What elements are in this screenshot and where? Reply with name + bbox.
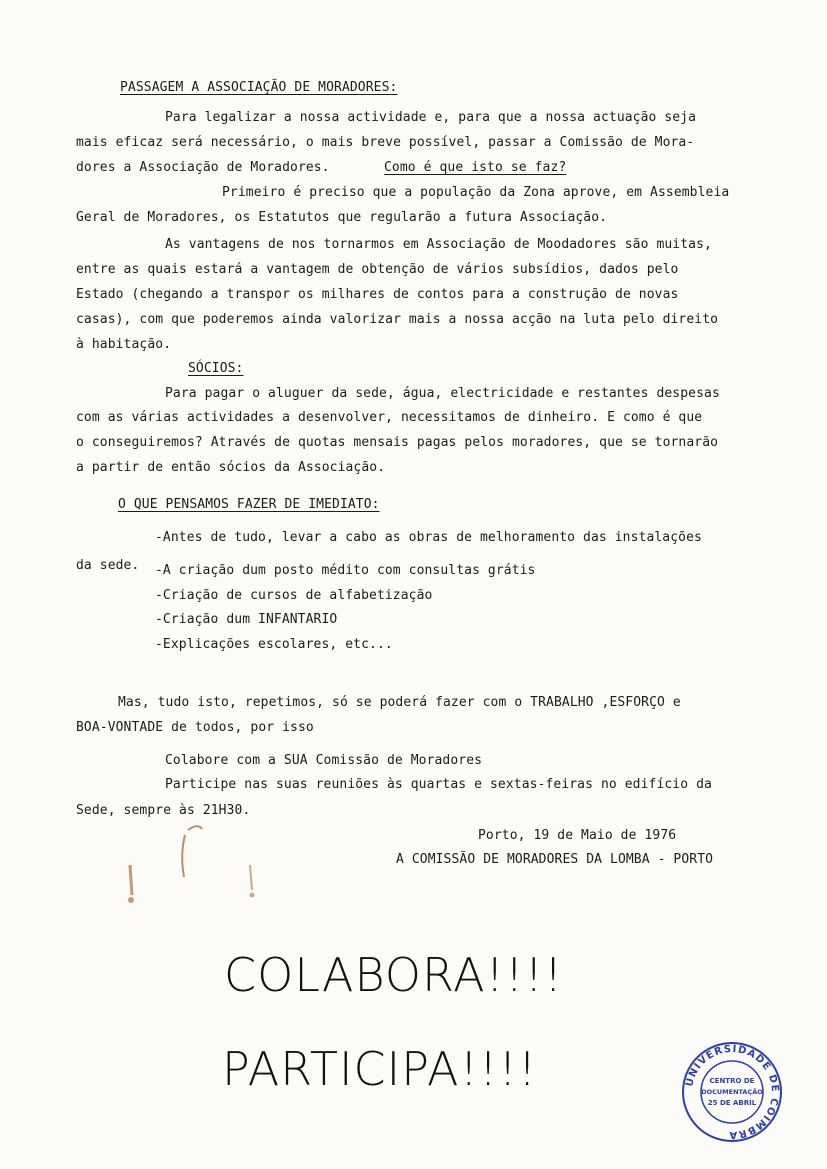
- closing-line: Mas, tudo isto, repetimos, só se poderá fazer com o TRABALHO ,ESFORÇO e: [118, 695, 681, 710]
- body-line: dores a Associação de Moradores.: [76, 160, 330, 175]
- body-line: mais eficaz será necessário, o mais breve possível, passar a Comissão de Mora-: [76, 135, 695, 150]
- stamp-center-line: CENTRO DE: [709, 1077, 755, 1085]
- section-heading-imediato: O QUE PENSAMOS FAZER DE IMEDIATO:: [118, 497, 380, 512]
- rust-stain-marks: [110, 815, 280, 925]
- list-item: -Explicações escolares, etc...: [155, 637, 393, 652]
- university-stamp: [680, 1040, 784, 1144]
- body-line: a partir de então sócios da Associação.: [76, 460, 386, 475]
- body-line: As vantagens de nos tornarmos em Associação de Moodadores são muitas,: [165, 237, 712, 252]
- list-item: -Antes de tudo, levar a cabo as obras de melhoramento das instalações: [155, 530, 702, 545]
- body-line: à habitação.: [76, 337, 172, 352]
- signature-date: Porto, 19 de Maio de 1976: [478, 828, 677, 843]
- body-line: Para legalizar a nossa actividade e, para que a nossa actuação seja: [165, 110, 697, 125]
- body-line-question: Como é que isto se faz?: [384, 160, 567, 175]
- stamp-center-line: 25 DE ABRIL: [707, 1099, 757, 1107]
- body-line: casas), com que poderemos ainda valorizar mais a nossa acção na luta pelo direito: [76, 312, 719, 327]
- body-line: com as várias actividades a desenvolver, necessitamos de dinheiro. E como é que: [76, 410, 703, 425]
- stamp-center-line: DOCUMENTAÇÃO: [701, 1088, 763, 1096]
- section-heading-passagem: PASSAGEM A ASSOCIAÇÃO DE MORADORES:: [120, 80, 398, 95]
- stamp-ring-text: UNIVERSIDADE DE COIMBRA: [684, 1043, 781, 1141]
- signature-org: A COMISSÃO DE MORADORES DA LOMBA - PORTO: [396, 852, 714, 867]
- body-line: Primeiro é preciso que a população da Zona aprove, em Assembleia: [222, 185, 730, 200]
- closing-line: Colabore com a SUA Comissão de Moradores: [165, 753, 483, 768]
- list-item-continuation: da sede.: [76, 558, 140, 573]
- body-line: Estado (chegando a transpor os milhares de contos para a construção de novas: [76, 287, 679, 302]
- slogan-participa: PARTICIPA!!!!: [222, 1042, 538, 1096]
- list-item: -Criação de cursos de alfabetização: [155, 588, 433, 603]
- body-line: Geral de Moradores, os Estatutos que regularão a futura Associação.: [76, 210, 608, 225]
- body-line: entre as quais estará a vantagem de obtenção de vários subsídios, dados pelo: [76, 262, 679, 277]
- list-item: -Criação dum INFANTARIO: [155, 612, 338, 627]
- closing-line: Sede, sempre às 21H30.: [76, 803, 251, 818]
- section-heading-socios: SÓCIOS:: [188, 361, 244, 376]
- slogan-colabora: COLABORA!!!!: [224, 948, 564, 1002]
- closing-line: Participe nas suas reuniões às quartas e sextas-feiras no edifício da: [165, 777, 712, 792]
- closing-line: BOA-VONTADE de todos, por isso: [76, 720, 314, 735]
- body-line: Para pagar o aluguer da sede, água, electricidade e restantes despesas: [165, 386, 720, 401]
- list-item: -A criação dum posto médito com consultas grátis: [155, 563, 536, 578]
- body-line: o conseguiremos? Através de quotas mensais pagas pelos moradores, que se tornarão: [76, 435, 719, 450]
